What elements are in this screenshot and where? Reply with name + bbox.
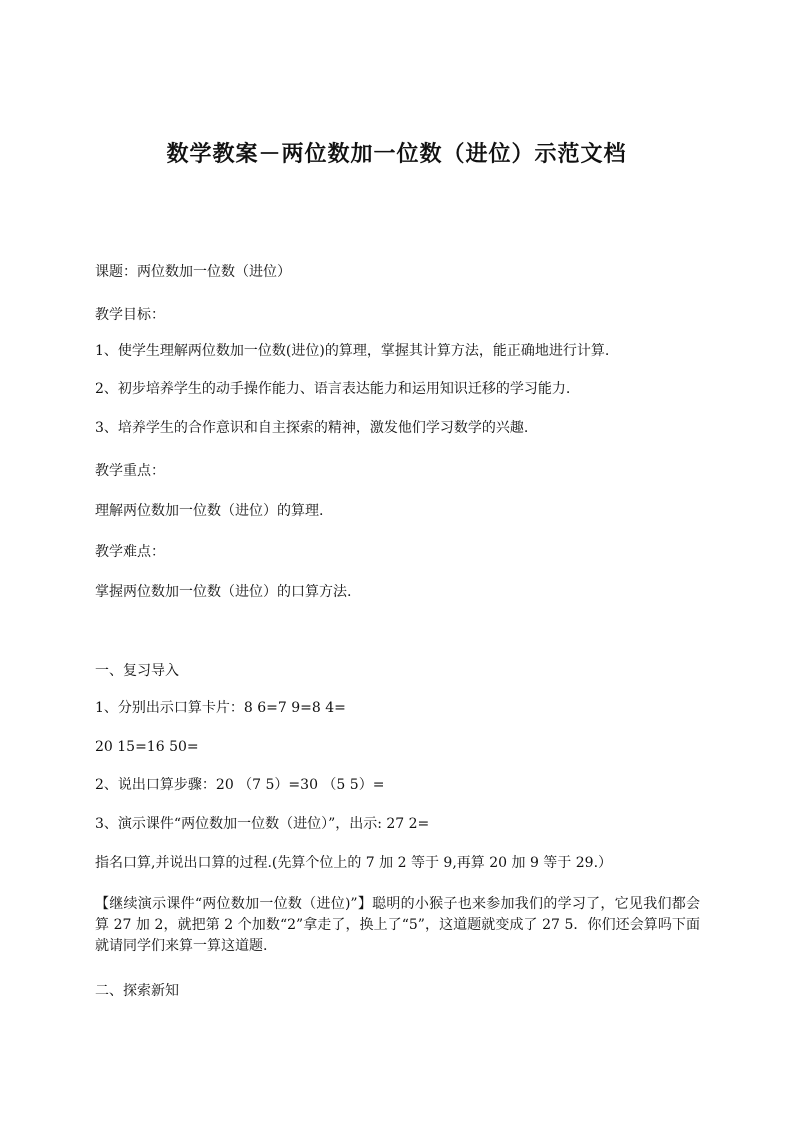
lesson-topic: 课题：两位数加一位数（进位） <box>95 264 291 280</box>
section-review-heading: 一、复习导入 <box>95 663 179 679</box>
review-item-1-cont: 20 15=16 50= <box>95 739 199 755</box>
review-explanation: 指名口算,并说出口算的过程.(先算个位上的 7 加 2 等于 9,再算 20 加 9 等于 29.） <box>95 855 613 871</box>
objectives-heading: 教学目标： <box>95 307 165 323</box>
section-explore-heading: 二、探索新知 <box>95 983 179 999</box>
difficulty-heading: 教学难点： <box>95 544 165 560</box>
objective-2: 2、初步培养学生的动手操作能力、语言表达能力和运用知识迁移的学习能力. <box>95 381 571 397</box>
document-title: 数学教案－两位数加一位数（进位）示范文档 <box>166 141 627 167</box>
key-point-heading: 教学重点： <box>95 463 165 479</box>
review-item-2: 2、说出口算步骤：20 （7 5）=30 （5 5）= <box>95 777 385 793</box>
review-item-1: 1、分别出示口算卡片：8 6=7 9=8 4= <box>95 700 346 716</box>
key-point-text: 理解两位数加一位数（进位）的算理. <box>95 503 324 519</box>
objective-3: 3、培养学生的合作意识和自主探索的精神，激发他们学习数学的兴趣. <box>95 420 529 436</box>
objective-1: 1、使学生理解两位数加一位数(进位)的算理，掌握其计算方法，能正确地进行计算. <box>95 343 610 359</box>
review-item-3: 3、演示课件“两位数加一位数（进位）”，出示: 27 2= <box>95 816 430 832</box>
continue-demo-paragraph: 【继续演示课件“两位数加一位数（进位)”】聪明的小猴子也来参加我们的学习了，它见我们都会算 27 加 2，就把第 2 个加数“2”拿走了，换上了“5”，这道题就变成了 27 5．你们还会算吗下面就请同学们来算一算这道题. <box>95 896 700 954</box>
difficulty-text: 掌握两位数加一位数（进位）的口算方法. <box>95 584 352 600</box>
